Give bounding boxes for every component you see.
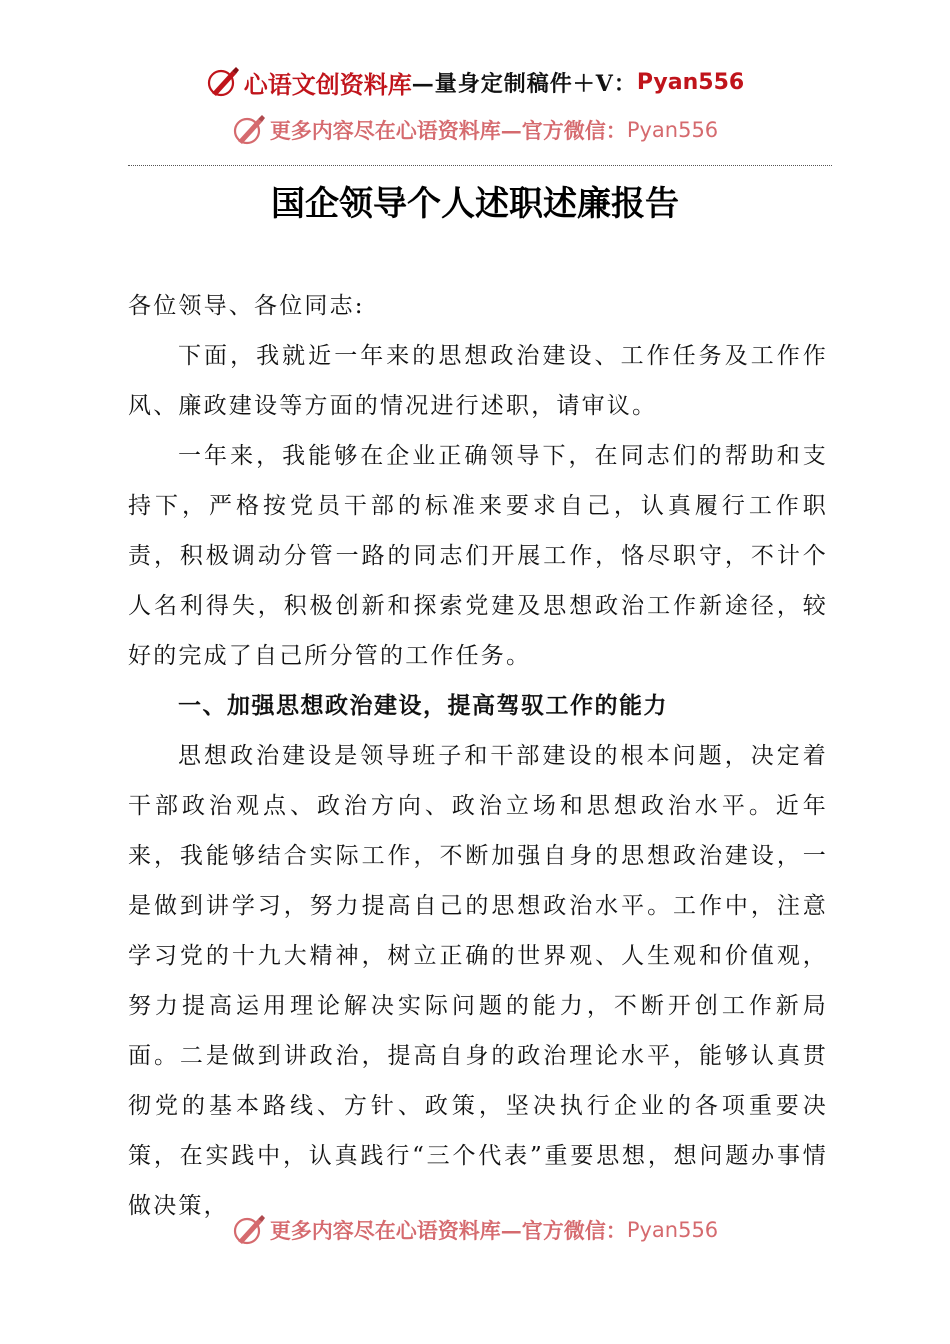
page-title: 国企领导个人述职述廉报告 (271, 184, 679, 224)
brand-name: 心语文创资料库 (243, 69, 412, 99)
header-brand-line (0, 62, 950, 102)
document-body (128, 281, 828, 1231)
paragraph-summary: 一年来，我能够在企业正确领导下，在同志们的帮助和支持下，严格按党员干部的标准来要求自己，认真履行工作职责，积极调动分管一路的同志们开展工作，恪尽职守，不计个人名利得失，积极创新和探索党建及思想政治工作新途径，较好的完成了自己所分管的工作任务。 (128, 443, 828, 669)
brand-wechat-id: Pyan556 (636, 69, 745, 95)
footer-more-line (0, 1210, 950, 1250)
pen-logo-icon (206, 65, 240, 99)
footer-wechat-id: Pyan556 (626, 1218, 719, 1242)
more-wechat-id: Pyan556 (626, 118, 719, 142)
footer-more-text: 更多内容尽在心语资料库—官方微信： (269, 1218, 627, 1243)
header-more-line (0, 112, 950, 148)
paragraph-section-1: 思想政治建设是领导班子和干部建设的根本问题，决定着干部政治观点、政治方向、政治立场和思想政治水平。近年来，我能够结合实际工作，不断加强自身的思想政治建设，一是做到讲学习，努力提高自己的思想政治水平。工作中，注意学习党的十九大精神，树立正确的世界观、人生观和价值观，努力提高运用理论解决实际问题的能力，不断开创工作新局面。二是做到讲政治，提高自身的政治理论水平，能够认真贯彻党的基本路线、方针、政策，坚决执行企业的各项重要决策，在实践中，认真践行“三个代表”重要思想，想问题办事情做决策， (128, 743, 828, 1219)
paragraph-intro: 下面，我就近一年来的思想政治建设、工作任务及工作作风、廉政建设等方面的情况进行述职，请审议。 (128, 343, 828, 419)
brand-slogan: —量身定制稿件＋V： (411, 70, 637, 97)
header-divider (128, 165, 832, 166)
salutation: 各位领导、各位同志: (128, 293, 365, 319)
pen-logo-icon (232, 113, 266, 147)
more-content-text: 更多内容尽在心语资料库—官方微信： (269, 118, 627, 143)
section-heading-1: 一、加强思想政治建设，提高驾驭工作的能力 (178, 693, 668, 719)
pen-logo-icon (232, 1213, 266, 1247)
